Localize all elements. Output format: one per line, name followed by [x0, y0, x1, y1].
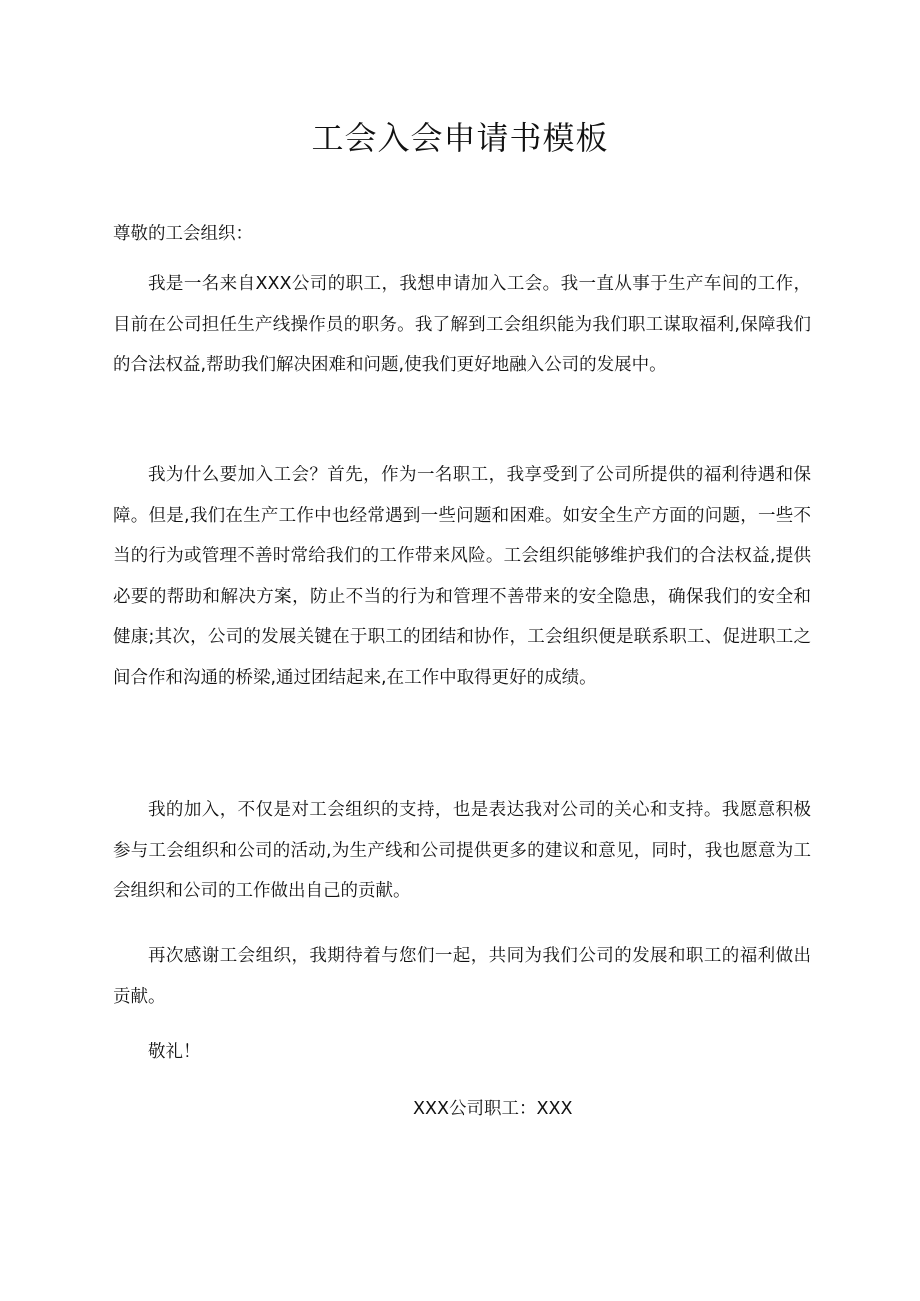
body-paragraph-1: 我是一名来自XXX公司的职工，我想申请加入工会。我一直从事于生产车间的工作，目前在公司担任生产线操作员的职务。我了解到工会组织能为我们职工谋取福利,保障我们的合法权益,帮助我们解决困难和问题,使我们更好地融入公司的发展中。	[113, 274, 811, 375]
signature-line: XXX公司职工：XXX	[413, 1099, 573, 1119]
document-title: 工会入会申请书模板	[311, 119, 609, 157]
salutation: 尊敬的工会组织：	[113, 224, 253, 244]
body-paragraph-4: 再次感谢工会组织，我期待着与您们一起，共同为我们公司的发展和职工的福利做出贡献。	[113, 946, 811, 1007]
body-paragraph-2: 我为什么要加入工会？首先，作为一名职工，我享受到了公司所提供的福利待遇和保障。但是,我们在生产工作中也经常遇到一些问题和困难。如安全生产方面的问题，一些不当的行为或管理不善时常给我们的工作带来风险。工会组织能够维护我们的合法权益,提供必要的帮助和解决方案，防止不当的行为和管理不善带来的安全隐患，确保我们的安全和健康;其次，公司的发展关键在于职工的团结和协作，工会组织便是联系职工、促进职工之间合作和沟通的桥梁,通过团结起来,在工作中取得更好的成绩。	[113, 465, 811, 688]
closing-salute: 敬礼！	[148, 1042, 201, 1062]
body-paragraph-3: 我的加入，不仅是对工会组织的支持，也是表达我对公司的关心和支持。我愿意积极参与工会组织和公司的活动,为生产线和公司提供更多的建议和意见，同时，我也愿意为工会组织和公司的工作做出自己的贡献。	[113, 800, 811, 901]
